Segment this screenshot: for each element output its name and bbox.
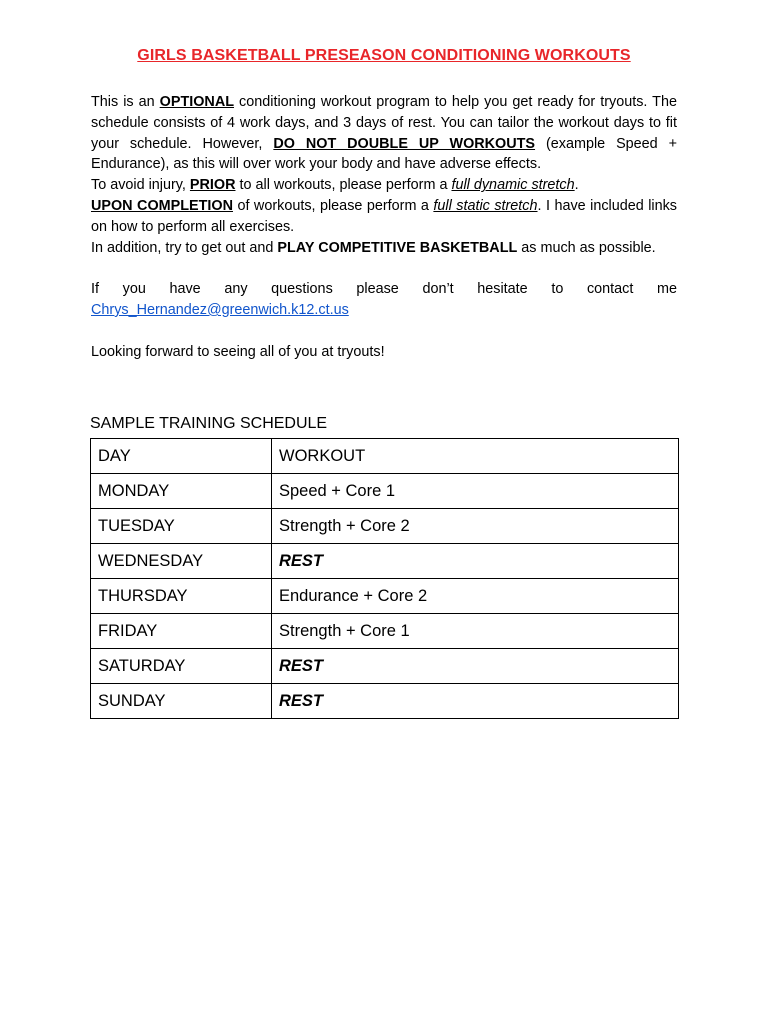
- header-day: DAY: [91, 439, 272, 474]
- intro-text: as much as possible.: [517, 239, 656, 256]
- table-row: [91, 649, 679, 684]
- table-row: [91, 474, 679, 509]
- intro-text: .: [574, 177, 579, 194]
- day-cell: SUNDAY: [91, 684, 272, 719]
- table-header-row: [91, 439, 679, 474]
- intro-text: conditioning workout program to help you get ready for tryouts. The schedule consists of 4 work days, and 3 days of rest. You can tailor the workout days to fit your schedule. However,: [91, 94, 677, 152]
- optional-emphasis: OPTIONAL: [159, 94, 235, 110]
- intro-text: To avoid injury,: [91, 177, 190, 194]
- workout-cell: Speed + Core 1: [272, 474, 679, 509]
- day-cell: TUESDAY: [91, 509, 272, 544]
- schedule-heading: SAMPLE TRAINING SCHEDULE: [90, 415, 328, 432]
- workout-cell: Strength + Core 1: [272, 614, 679, 649]
- day-cell: WEDNESDAY: [91, 544, 272, 579]
- email-link[interactable]: Chrys_Hernandez@greenwich.k12.ct.us: [91, 301, 349, 318]
- intro-text: to all workouts, please perform a: [235, 177, 452, 194]
- play-basketball-emphasis: PLAY COMPETITIVE BASKETBALL: [277, 239, 518, 256]
- workout-cell: Endurance + Core 2: [272, 579, 679, 614]
- page-title: GIRLS BASKETBALL PRESEASON CONDITIONING WORKOUTS: [137, 47, 631, 64]
- static-stretch-text: full static stretch: [433, 197, 538, 214]
- basketball-paragraph: [91, 238, 677, 259]
- table-row: [91, 509, 679, 544]
- table-row: [91, 614, 679, 649]
- intro-text: This is an: [91, 94, 160, 110]
- workout-cell: Strength + Core 2: [272, 509, 679, 544]
- workout-cell: REST: [272, 684, 679, 719]
- prior-emphasis: PRIOR: [189, 177, 236, 194]
- prior-paragraph: [91, 175, 677, 196]
- completion-emphasis: UPON COMPLETION: [91, 197, 233, 214]
- contact-line: If you have any questions please don’t hesitate to contact me: [91, 281, 677, 298]
- intro-text: (example Speed + Endurance), as this will over work your body and have adverse effects.: [91, 135, 678, 173]
- dynamic-stretch-text: full dynamic stretch: [451, 177, 575, 194]
- header-workout: WORKOUT: [272, 439, 679, 474]
- intro-text: . I have included links on how to perform all exercises.: [91, 197, 677, 235]
- table-row: [91, 684, 679, 719]
- intro-text: In addition, try to get out and: [91, 239, 278, 256]
- workout-cell: REST: [272, 544, 679, 579]
- table-row: [91, 544, 679, 579]
- day-cell: THURSDAY: [91, 579, 272, 614]
- day-cell: SATURDAY: [91, 649, 272, 684]
- workout-cell: REST: [272, 649, 679, 684]
- intro-text: of workouts, please perform a: [232, 197, 434, 214]
- intro-section: [91, 92, 677, 362]
- day-cell: MONDAY: [91, 474, 272, 509]
- no-double-up-warning: DO NOT DOUBLE UP WORKOUTS: [273, 135, 536, 152]
- closing-line: Looking forward to seeing all of you at tryouts!: [91, 343, 385, 360]
- day-cell: FRIDAY: [91, 614, 272, 649]
- schedule-table: [90, 438, 679, 719]
- intro-paragraph: [91, 92, 677, 175]
- table-row: [91, 579, 679, 614]
- completion-paragraph: [91, 196, 677, 238]
